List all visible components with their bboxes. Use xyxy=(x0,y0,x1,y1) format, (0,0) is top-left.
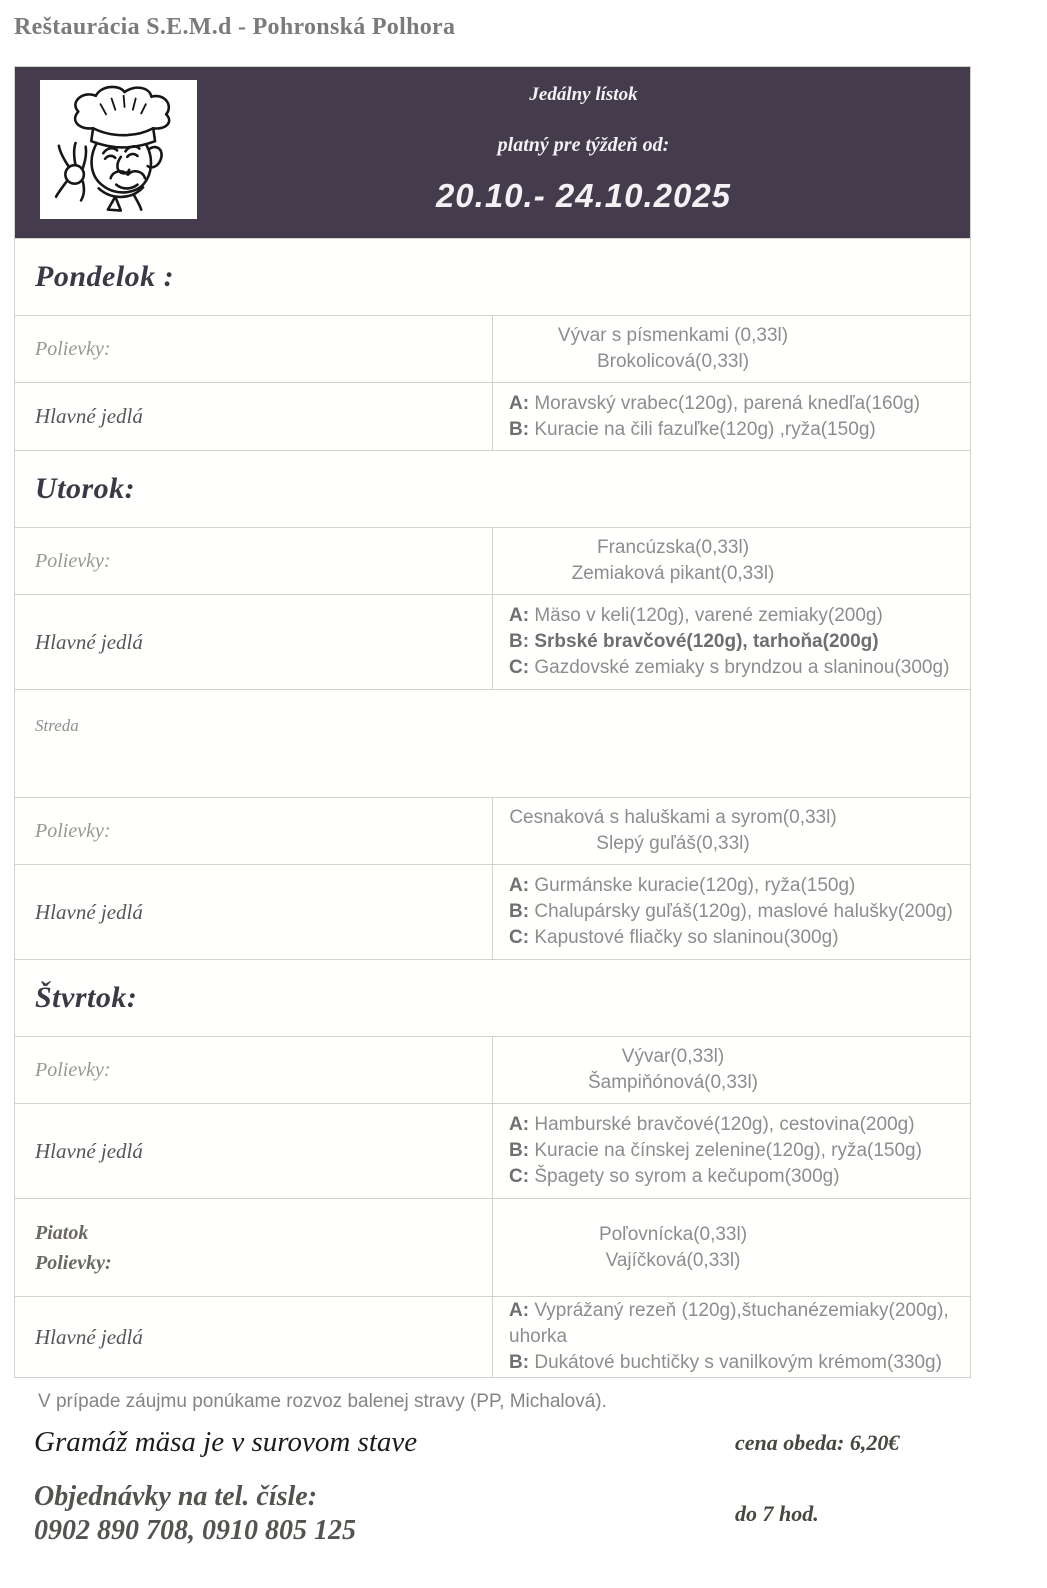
orders-title: Objednávky na tel. čísle: xyxy=(34,1481,318,1512)
soups-row xyxy=(15,316,970,383)
page-title: Reštaurácia S.E.M.d - Pohronská Polhora xyxy=(14,14,456,40)
dish-letter: C: xyxy=(509,1166,530,1187)
soup-item: Slepý guľáš(0,33l) xyxy=(596,833,750,854)
dish-letter: A: xyxy=(509,875,530,896)
delivery-note: V prípade záujmu ponúkame rozvoz balenej stravy (PP, Michalová). xyxy=(38,1391,607,1412)
menu-header xyxy=(15,67,970,238)
dish-text: Dukátové buchtičky s vanilkovým krémom(330g) xyxy=(534,1352,942,1373)
soup-item: Poľovnícka(0,33l) xyxy=(598,1223,748,1245)
soup-item: Vývar(0,33l) xyxy=(621,1046,725,1067)
dish-letter: A: xyxy=(509,392,530,414)
dish-text: Srbské bravčové(120g), tarhoňa(200g) xyxy=(534,631,879,652)
soups-row xyxy=(15,1199,970,1297)
orders-block xyxy=(14,1480,735,1548)
dish-text: Gurmánske kuracie(120g), ryža(150g) xyxy=(534,875,856,896)
mains-label: Hlavné jedlá xyxy=(35,1324,143,1349)
mains-row xyxy=(15,595,970,690)
soups-row xyxy=(15,798,970,865)
day-header-row xyxy=(15,451,970,528)
menu-title: Jedálny lístok xyxy=(529,84,638,105)
soup-item: Vajíčková(0,33l) xyxy=(605,1249,741,1271)
dish-text: Kuracie na čínskej zelenine(120g), ryža(150g) xyxy=(534,1140,922,1161)
dish-letter: C: xyxy=(509,927,530,948)
time-note: do 7 hod. xyxy=(735,1501,819,1526)
dish-item xyxy=(509,417,969,443)
soups-label: Polievky: xyxy=(35,1058,111,1081)
day-heading-stvrtok: Štvrtok: xyxy=(35,981,138,1014)
dish-letter: C: xyxy=(509,657,530,678)
mains-row xyxy=(15,383,970,451)
dish-item xyxy=(509,655,969,681)
soups-label: Polievky: xyxy=(35,819,111,842)
dish-text: Moravský vrabec(120g), parená knedľa(160g) xyxy=(534,392,921,414)
menu-header-texts xyxy=(197,67,970,215)
dish-letter: A: xyxy=(509,1114,530,1135)
mains-row xyxy=(15,865,970,960)
mains-row xyxy=(15,1104,970,1199)
footer xyxy=(14,1391,969,1548)
chef-icon xyxy=(45,84,193,215)
menu-card xyxy=(14,66,971,1378)
soup-item: Brokolicová(0,33l) xyxy=(596,351,750,372)
dish-item xyxy=(509,899,969,925)
menu-table xyxy=(15,238,970,1377)
dish-text: Kuracie na čili fazuľke(120g) ,ryža(150g) xyxy=(534,418,876,440)
dish-item xyxy=(509,1112,969,1138)
day-header-row xyxy=(15,690,970,798)
dish-item xyxy=(509,1138,969,1164)
soup-item: Cesnaková s haluškami a syrom(0,33l) xyxy=(509,807,837,828)
dish-letter: B: xyxy=(509,1352,530,1373)
dish-text: Gazdovské zemiaky s bryndzou a slaninou(300g) xyxy=(534,657,950,678)
day-heading-pondelok: Pondelok : xyxy=(35,260,175,293)
dish-text: Špagety so syrom a kečupom(300g) xyxy=(534,1166,840,1187)
mains-label: Hlavné jedlá xyxy=(35,404,143,428)
soups-label: Polievky: xyxy=(35,1251,112,1274)
dish-item xyxy=(509,1164,969,1190)
footer-row-orders xyxy=(14,1480,969,1548)
soup-item: Šampiňónová(0,33l) xyxy=(587,1072,759,1093)
dish-item xyxy=(509,925,969,951)
soup-item: Francúzska(0,33l) xyxy=(596,537,750,558)
dish-item xyxy=(509,603,969,629)
day-header-row xyxy=(15,960,970,1037)
dish-letter: B: xyxy=(509,631,530,652)
menu-date-range: 20.10.- 24.10.2025 xyxy=(435,177,732,214)
dish-text: Chalupársky guľáš(120g), maslové halušky(200g) xyxy=(534,901,953,922)
day-heading-piatok: Piatok xyxy=(35,1221,89,1244)
soups-label: Polievky: xyxy=(35,549,111,572)
footer-row-price xyxy=(14,1426,969,1459)
soups-row xyxy=(15,528,970,595)
dish-item xyxy=(509,391,969,417)
phone-numbers: 0902 890 708, 0910 805 125 xyxy=(34,1515,356,1546)
menu-valid-label: platný pre týždeň od: xyxy=(497,134,670,156)
dish-item xyxy=(509,873,969,899)
dish-letter: A: xyxy=(509,1300,530,1321)
dish-letter: A: xyxy=(509,605,530,626)
dish-text: Mäso v keli(120g), varené zemiaky(200g) xyxy=(534,605,883,626)
soups-label: Polievky: xyxy=(35,337,111,360)
mains-label: Hlavné jedlá xyxy=(35,629,143,654)
dish-text: Kapustové fliačky so slaninou(300g) xyxy=(534,927,839,948)
soup-item: Vývar s písmenkami (0,33l) xyxy=(557,325,789,346)
day-header-row xyxy=(15,239,970,316)
day-heading-streda: Streda xyxy=(35,716,79,735)
dish-letter: B: xyxy=(509,418,530,440)
soup-item: Zemiaková pikant(0,33l) xyxy=(571,563,775,584)
dish-letter: B: xyxy=(509,901,530,922)
mains-row xyxy=(15,1297,970,1378)
day-heading-utorok: Utorok: xyxy=(35,472,136,505)
dish-letter: B: xyxy=(509,1140,530,1161)
dish-item xyxy=(509,1298,969,1350)
mains-label: Hlavné jedlá xyxy=(35,1138,143,1163)
weight-note: Gramáž mäsa je v surovom stave xyxy=(34,1426,418,1458)
price-note: cena obeda: 6,20€ xyxy=(735,1429,900,1455)
soups-row xyxy=(15,1037,970,1104)
chef-logo xyxy=(40,80,197,219)
dish-item xyxy=(509,1350,969,1376)
dish-item xyxy=(509,629,969,655)
mains-label: Hlavné jedlá xyxy=(35,899,143,924)
dish-text: Hamburské bravčové(120g), cestovina(200g) xyxy=(534,1114,915,1135)
dish-text: Vyprážaný rezeň (120g),štuchanézemiaky(200g), uhorka xyxy=(509,1300,949,1347)
